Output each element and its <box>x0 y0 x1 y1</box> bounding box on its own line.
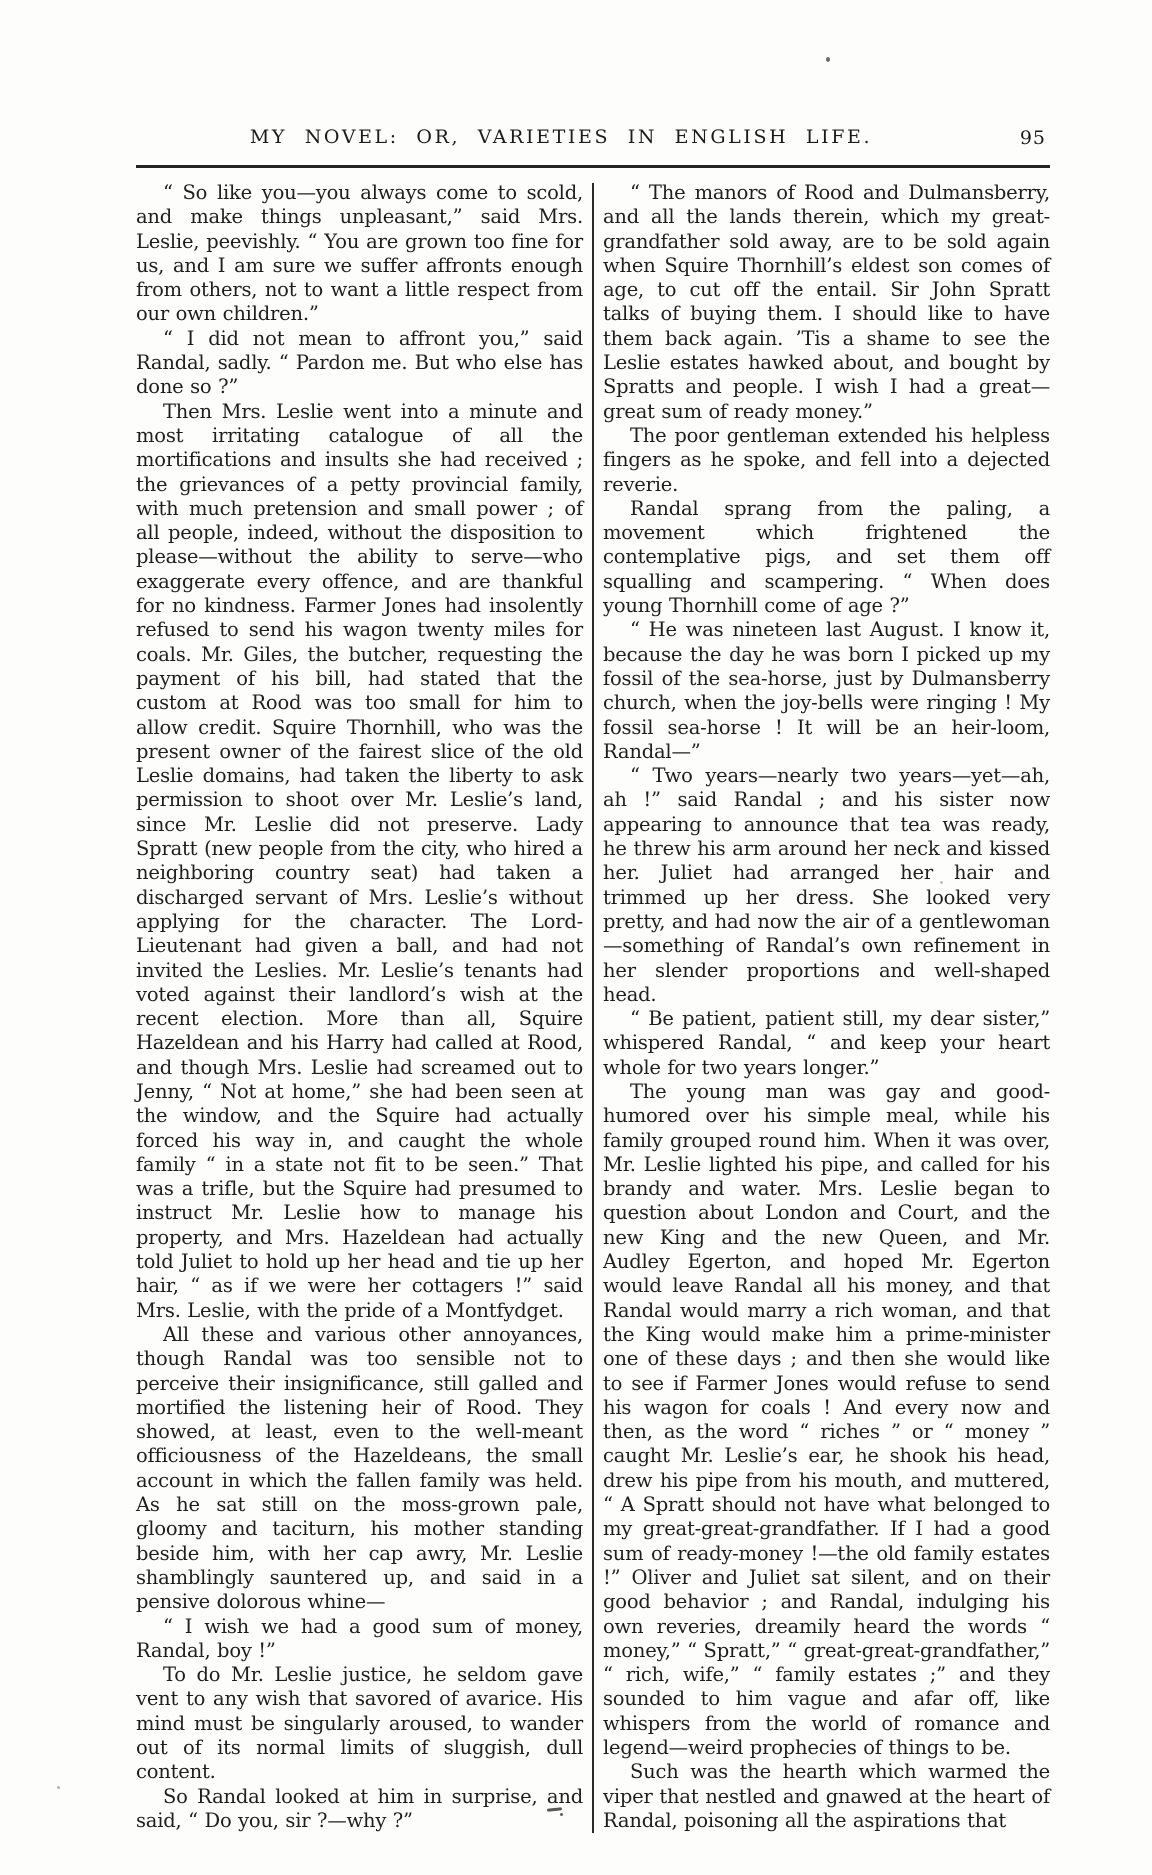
paragraph: Randal sprang from the paling, a movement which frightened the contemplative pigs, and set them off squalling and scampering. “ When does young Thornhill come of age ?” <box>603 496 1050 618</box>
paragraph: To do Mr. Leslie justice, he seldom gave vent to any wish that savored of avarice. His mind must be singularly aroused, to wander out of its normal limits of sluggish, dull content. <box>136 1663 583 1784</box>
header-rule <box>136 165 1050 168</box>
left-column <box>136 181 583 1833</box>
page-number: 95 <box>1019 127 1046 149</box>
paragraph: “ Be patient, patient still, my dear sister,” whispered Randal, “ and keep your heart whole for two years longer.” <box>603 1007 1050 1079</box>
paragraph: “ I did not mean to affront you,” said Randal, sadly. “ Pardon me. But who else has done so ?” <box>136 326 583 399</box>
paragraph: The young man was gay and good-humored over his simple meal, while his family grouped round him. When it was over, Mr. Leslie lighted his pipe, and called for his brandy and water. Mrs. Leslie began to question about London and Court, and the new King and the new Queen, and Mr. Audley Egerton, and hoped Mr. Egerton would leave Randal all his money, and that Randal would marry a rich woman, and that the King would make him a prime-minister one of these days ; and then she would like to see if Farmer Jones would refuse to send his wagon for coals ! And every now and then, as the word “ riches ” or “ money ” caught Mr. Leslie’s ear, he shook his head, drew his pipe from his mouth, and muttered, “ A Spratt should not have what belonged to my great-great-grandfather. If I had a good sum of ready-money !—the old family estates !” Oliver and Juliet sat silent, and on their good behavior ; and Randal, indulging his own reveries, dreamily heard the words “ money,” “ Spratt,” “ great-great-grandfather,” “ rich, wife,” “ family estates ;” and they sounded to him vague and afar off, like whispers from the world of romance and legend—weird prophecies of things to be. <box>603 1079 1050 1759</box>
paragraph: The poor gentleman extended his helpless fingers as he spoke, and fell into a dejected reverie. <box>603 423 1050 496</box>
scan-mark <box>560 1813 563 1816</box>
paragraph: Such was the hearth which warmed the viper that nestled and gnawed at the heart of Randal, poisoning all the aspirations that <box>603 1760 1050 1832</box>
text-columns <box>136 181 1050 1833</box>
column-divider-rule <box>592 183 594 1833</box>
paragraph: “ I wish we had a good sum of money, Randal, boy !” <box>136 1614 583 1662</box>
paragraph: “ So like you—you always come to scold, and make things unpleasant,” said Mrs. Leslie, peevishly. “ You are grown too fine for us, and I am sure we suffer affronts enough from others, not to want a little respect from our own children.” <box>136 181 583 326</box>
right-column <box>603 181 1050 1833</box>
scan-speck <box>826 57 830 62</box>
paragraph: “ Two years—nearly two years—yet—ah, ah !” said Randal ; and his sister now appearing to announce that tea was ready, he threw his arm around her neck and kissed her. Juliet had arranged her hair and trimmed up her dress. She looked very pretty, and had now the air of a gentlewoman—something of Randal’s own refinement in her slender proportions and well-shaped head. <box>603 764 1050 1006</box>
paragraph: All these and various other annoyances, though Randal was too sensible not to perceive their insignificance, still galled and mortified the listening heir of Rood. They showed, at least, even to the well-meant officiousness of the Hazeldeans, the small account in which the fallen family was held. As he sat still on the moss-grown pale, gloomy and taciturn, his mother standing beside him, with her cap awry, Mr. Leslie shamblingly sauntered up, and said in a pensive dolorous whine— <box>136 1322 583 1614</box>
text-block <box>136 126 1050 1833</box>
running-title: MY NOVEL: OR, VARIETIES IN ENGLISH LIFE. <box>249 126 873 148</box>
paragraph: Then Mrs. Leslie went into a minute and most irritating catalogue of all the mortifications and insults she had received ; the grievances of a petty provincial family, with much pretension and small power ; of all people, indeed, without the disposition to please—without the ability to serve—who exaggerate every offence, and are thankful for no kindness. Farmer Jones had insolently refused to send his wagon twenty miles for coals. Mr. Giles, the butcher, requesting the payment of his bill, had stated that the custom at Rood was too small for him to allow credit. Squire Thornhill, who was the present owner of the fairest slice of the old Leslie domains, had taken the liberty to ask permission to shoot over Mr. Leslie’s land, since Mr. Leslie did not preserve. Lady Spratt (new people from the city, who hired a neighboring country seat) had taken a discharged servant of Mrs. Leslie’s without applying for the character. The Lord-Lieutenant had given a ball, and had not invited the Leslies. Mr. Leslie’s tenants had voted against their landlord’s wish at the recent election. More than all, Squire Hazeldean and his Harry had called at Rood, and though Mrs. Leslie had screamed out to Jenny, “ Not at home,” she had been seen at the window, and the Squire had actually forced his way in, and caught the whole family “ in a state not fit to be seen.” That was a trifle, but the Squire had presumed to instruct Mr. Leslie how to manage his property, and Mrs. Hazeldean had actually told Juliet to hold up her head and tie up her hair, “ as if we were her cottagers !” said Mrs. Leslie, with the pride of a Montfydget. <box>136 399 583 1322</box>
paragraph: “ He was nineteen last August. I know it, because the day he was born I picked up my fossil of the sea-horse, just by Dulmansberry church, when the joy-bells were ringing ! My fossil sea-horse ! It will be an heir-loom, Randal—” <box>603 618 1050 763</box>
paragraph: “ The manors of Rood and Dulmansberry, and all the lands therein, which my great-grandfather sold away, are to be sold again when Squire Thornhill’s eldest son comes of age, to cut off the entail. Sir John Spratt talks of buying them. I should like to have them back again. ’Tis a shame to see the Leslie estates hawked about, and bought by Spratts and people. I wish I had a great—great sum of ready money.” <box>603 181 1050 423</box>
scan-speck <box>940 881 943 884</box>
page-header <box>136 126 1050 158</box>
paragraph: So Randal looked at him in surprise, and said, “ Do you, sir ?—why ?” <box>136 1784 583 1832</box>
scan-speck <box>57 1786 60 1789</box>
